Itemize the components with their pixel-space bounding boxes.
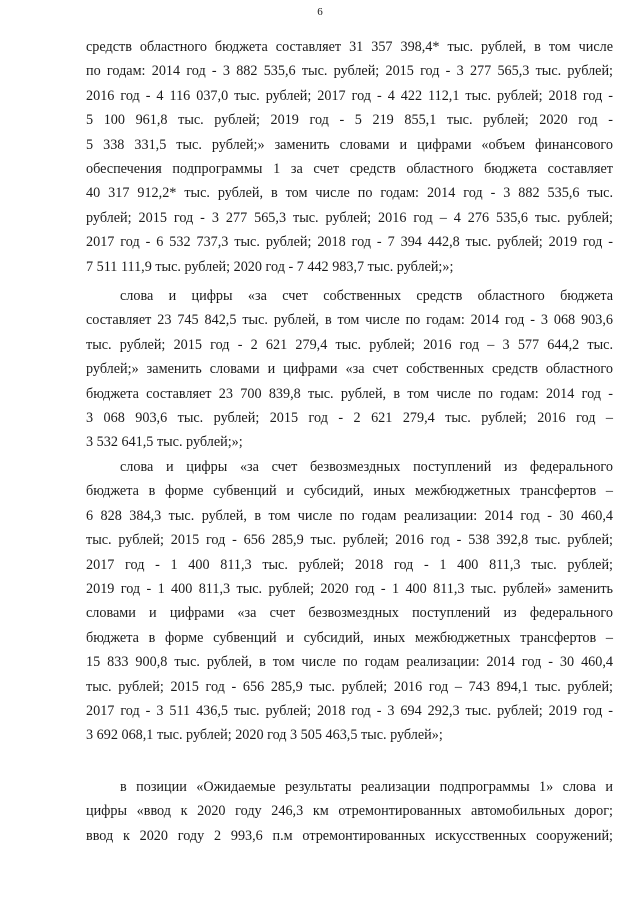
- text-line: тыс. рублей; 2015 год - 656 285,9 тыс. рублей; 2016 год - 538 392,8 тыс. рублей;: [86, 532, 613, 549]
- text-line: 3 532 641,5 тыс. рублей;»;: [86, 434, 243, 451]
- text-line: обеспечения подпрограммы 1 за счет средств областного бюджета составляет: [86, 161, 613, 178]
- text-line: 5 338 331,5 тыс. рублей;» заменить словами и цифрами «объем финансового: [86, 136, 613, 153]
- text-line: 40 317 912,2* тыс. рублей, в том числе по годам: 2014 год - 3 882 535,6 тыс.: [86, 185, 613, 202]
- text-line: 2017 год - 3 511 436,5 тыс. рублей; 2018 год - 3 694 292,3 тыс. рублей; 2019 год -: [86, 703, 613, 720]
- paragraph-financing-regional-budget: [86, 35, 613, 279]
- text-line: 5 100 961,8 тыс. рублей; 2019 год - 5 219 855,1 тыс. рублей; 2020 год -: [86, 112, 613, 129]
- text-line: тыс. рублей; 2015 год - 2 621 279,4 тыс. рублей; 2016 год – 3 577 644,2 тыс.: [86, 336, 613, 353]
- text-line: слова и цифры «за счет безвозмездных поступлений из федерального: [120, 459, 613, 475]
- text-line: слова и цифры «за счет собственных средств областного бюджета: [120, 288, 613, 304]
- text-line: рублей;» заменить словами и цифрами «за счет собственных средств областного: [86, 361, 613, 378]
- text-line: цифры «ввод к 2020 году 246,3 км отремонтированных автомобильных дорог;: [86, 803, 613, 820]
- text-line: 2019 год - 1 400 811,3 тыс. рублей; 2020 год - 1 400 811,3 тыс. рублей» заменить: [86, 581, 613, 598]
- text-line: рублей; 2015 год - 3 277 565,3 тыс. рублей; 2016 год – 4 276 535,6 тыс. рублей;: [86, 209, 613, 226]
- paragraph-federal-transfers: [86, 455, 613, 748]
- page-number: 6: [317, 6, 323, 18]
- text-line: 2016 год - 4 116 037,0 тыс. рублей; 2017 год - 4 422 112,1 тыс. рублей; 2018 год -: [86, 87, 613, 104]
- text-line: в позиции «Ожидаемые результаты реализации подпрограммы 1» слова и: [120, 779, 613, 795]
- text-line: 3 692 068,1 тыс. рублей; 2020 год 3 505 463,5 тыс. рублей»;: [86, 727, 443, 744]
- text-line: словами и цифрами «за счет безвозмездных поступлений из федерального: [86, 605, 613, 622]
- text-line: бюджета в форме субвенций и субсидий, иных межбюджетных трансфертов –: [86, 629, 613, 646]
- text-line: составляет 23 745 842,5 тыс. рублей, в том числе по годам: 2014 год - 3 068 903,6: [86, 312, 613, 329]
- text-line: ввод к 2020 году 2 993,6 п.м отремонтированных искусственных сооружений;: [86, 827, 613, 844]
- paragraph-own-funds: [86, 284, 613, 455]
- text-line: 6 828 384,3 тыс. рублей, в том числе по годам реализации: 2014 год - 30 460,4: [86, 507, 613, 524]
- text-line: 15 833 900,8 тыс. рублей, в том числе по годам реализации: 2014 год - 30 460,4: [86, 654, 613, 671]
- text-line: средств областного бюджета составляет 31 357 398,4* тыс. рублей, в том числе: [86, 39, 613, 55]
- text-line: бюджета составляет 23 700 839,8 тыс. рублей, в том числе по годам: 2014 год -: [86, 385, 613, 402]
- text-line: 2017 год - 6 532 737,3 тыс. рублей; 2018 год - 7 394 442,8 тыс. рублей; 2019 год -: [86, 234, 613, 251]
- text-line: бюджета в форме субвенций и субсидий, иных межбюджетных трансфертов –: [86, 483, 613, 500]
- text-line: по годам: 2014 год - 3 882 535,6 тыс. рублей; 2015 год - 3 277 565,3 тыс. рублей;: [86, 63, 613, 80]
- paragraph-expected-results: [86, 775, 613, 848]
- text-line: 7 511 111,9 тыс. рублей; 2020 год - 7 442 983,7 тыс. рублей;»;: [86, 258, 454, 275]
- text-line: тыс. рублей; 2015 год - 656 285,9 тыс. рублей; 2016 год – 743 894,1 тыс. рублей;: [86, 678, 613, 695]
- text-line: 3 068 903,6 тыс. рублей; 2015 год - 2 621 279,4 тыс. рублей; 2016 год –: [86, 410, 613, 427]
- text-line: 2017 год - 1 400 811,3 тыс. рублей; 2018 год - 1 400 811,3 тыс. рублей;: [86, 556, 613, 573]
